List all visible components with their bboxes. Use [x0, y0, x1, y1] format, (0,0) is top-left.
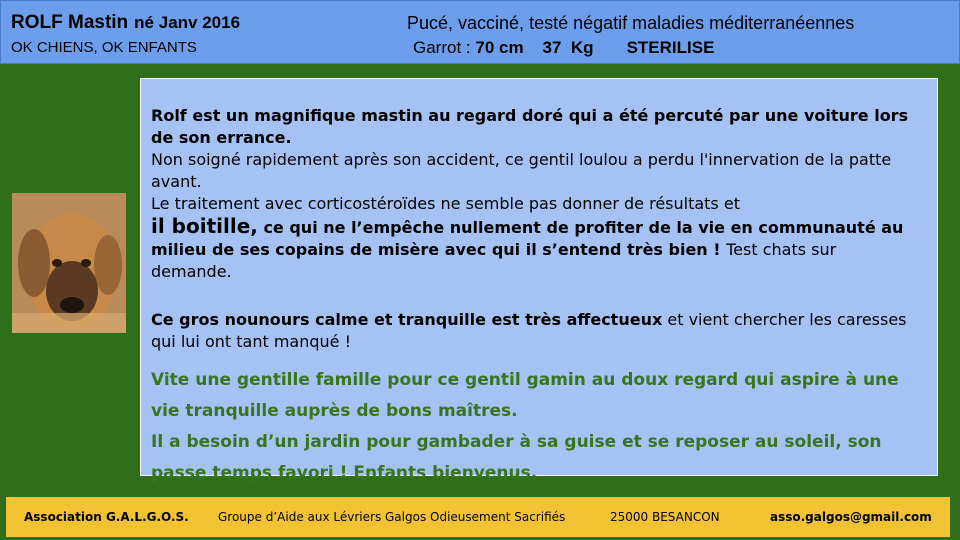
association-city: 25000 BESANCON: [610, 510, 720, 524]
sterilized-status: STERILISE: [626, 38, 715, 57]
dog-name: [11, 12, 240, 34]
compatibility-text: OK CHIENS, OK ENFANTS: [11, 39, 197, 56]
birth-date: né Janv 2016: [134, 13, 241, 32]
temperament-rest: et vient chercher les caresses qui lui ont tant manqué !: [151, 310, 907, 351]
intro-line-a: Non soigné rapidement après son accident, ce gentil loulou a perdu l'innervation de la patte avant.: [151, 150, 892, 191]
dog-name-text: ROLF Mastin: [11, 12, 129, 33]
description-card: [140, 78, 938, 483]
intro-line-b: Le traitement avec corticostéroïdes ne semble pas donner de résultats et: [151, 194, 740, 213]
footer-banner: [6, 497, 950, 537]
association-email[interactable]: asso.galgos@gmail.com: [770, 510, 932, 524]
temperament-bold: Ce gros nounours calme et tranquille est très affectueux: [151, 310, 663, 329]
intro-bold: Rolf est un magnifique mastin au regard doré qui a été percuté par une voiture lors de son errance.: [151, 106, 909, 147]
association-name: Association G.A.L.G.O.S.: [24, 510, 189, 524]
header-banner: [0, 0, 960, 64]
family-wish-text: Vite une gentille famille pour ce gentil gamin au doux regard qui aspire à une vie tranquille auprès de bons maîtres.: [151, 370, 899, 421]
height-value: 70 cm: [475, 38, 524, 57]
garrot-label: Garrot :: [413, 38, 476, 57]
dog-photo: [12, 193, 126, 333]
cats-test-text: Test chats sur demande.: [151, 240, 837, 281]
paragraph-family-wish: [151, 365, 921, 489]
association-meaning: Groupe d’Aide aux Lévriers Galgos Odieusement Sacrifiés: [218, 510, 566, 524]
dog-illustration: [12, 193, 126, 333]
paragraph-intro: [151, 105, 921, 283]
garden-need-text: Il a besoin d’un jardin pour gambader à sa guise et se reposer au soleil, son passe temps favori ! Enfants bienvenus.: [151, 432, 882, 483]
health-status: Pucé, vacciné, testé négatif maladies méditerranéennes: [407, 13, 855, 33]
limp-text: il boitille,: [151, 214, 258, 238]
measurements: [413, 38, 714, 58]
intro-bold-2: ce qui ne l’empêche nullement de profiter de la vie en communauté au milieu de ses copains de misère avec qui il s’entend très bien !: [151, 218, 904, 259]
weight-value: 37 Kg: [542, 38, 594, 57]
paragraph-temperament: [151, 309, 921, 353]
